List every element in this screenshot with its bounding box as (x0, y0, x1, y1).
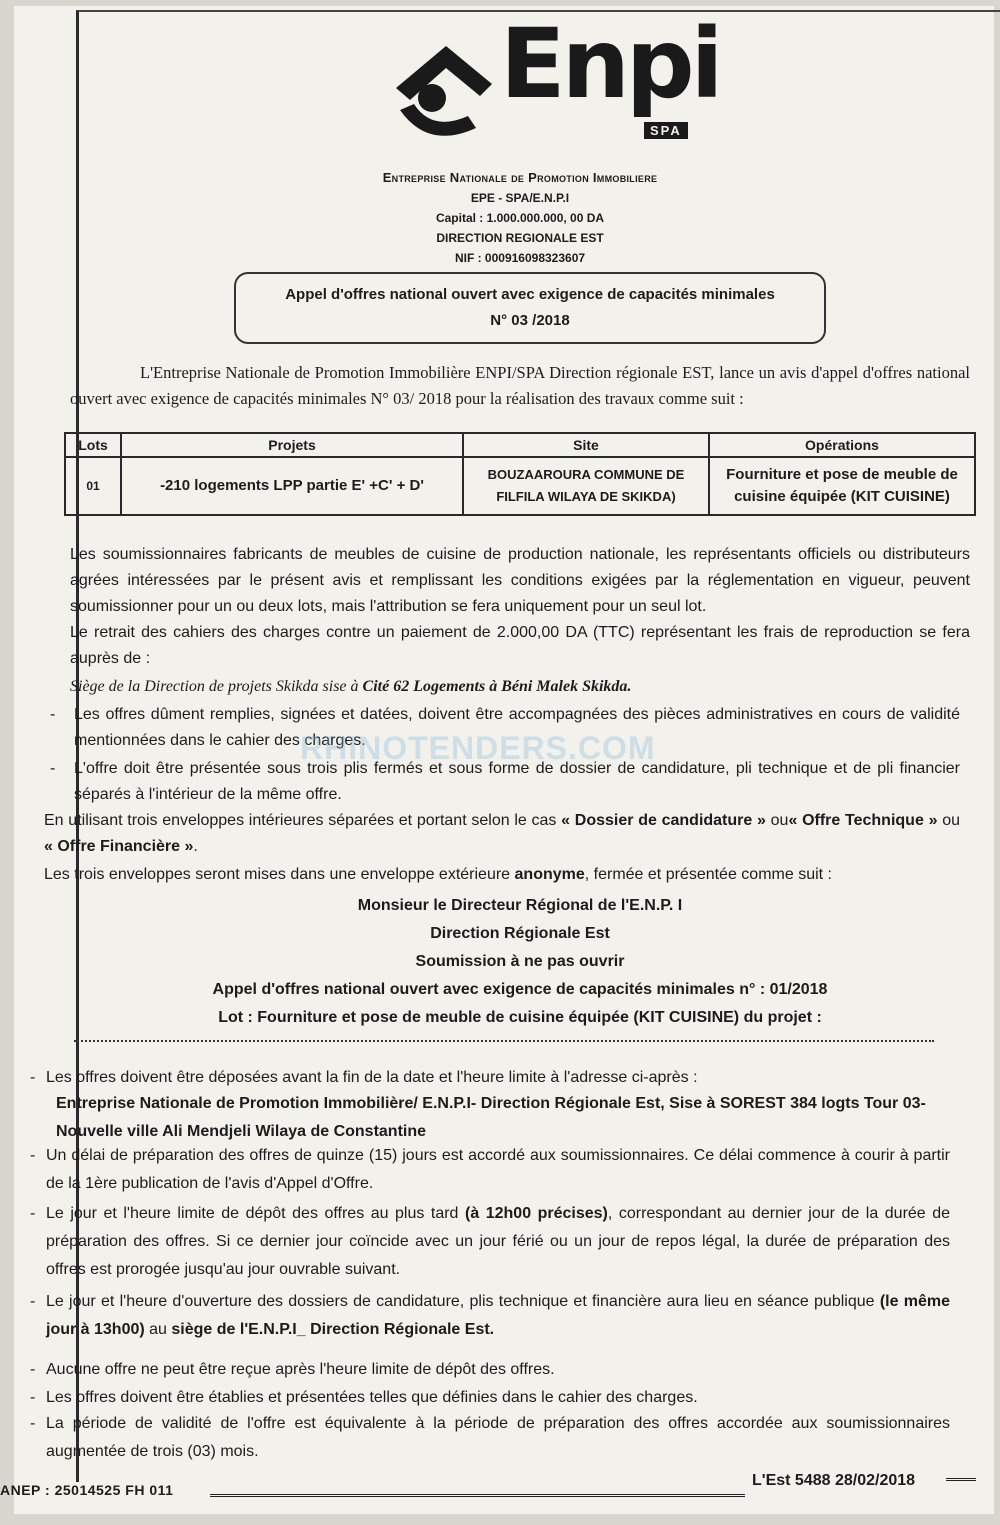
list-item-text: - Les offres doivent être déposées avant la fin de la date et l'heure limite à l'adresse ci-après : (46, 1069, 698, 1086)
list-item (30, 1384, 950, 1412)
footer-divider (946, 1478, 976, 1481)
list-item-text (30, 1200, 950, 1284)
house-emblem-icon (388, 32, 498, 152)
eligibility-paragraph: Les soumissionnaires fabricants de meubles de cuisine de production nationale, les représentants officiels ou distributeurs agrées intéressées par le présent avis et remplissant les conditions exigées par la réglementation en vigueur, peuvent soumissionner pour un ou deux lots, mais l'attribution se fera uniquement pour un seul lot. (70, 546, 970, 615)
deposit-address: Entreprise Nationale de Promotion Immobilière/ E.N.P.I- Direction Régionale Est, Sise à SOREST 384 logts Tour 03- Nouvelle ville Ali Mendjeli Wilaya de Constantine (56, 1095, 926, 1140)
outer-envelope-text: Les trois enveloppes seront mises dans une enveloppe extérieure (44, 866, 515, 883)
list-item-text (30, 1288, 950, 1344)
company-header (290, 168, 750, 268)
header-projets: Projets (121, 433, 463, 457)
withdrawal-paragraph: Le retrait des cahiers des charges contre un paiement de 2.000,00 DA (TTC) représentant les frais de reproduction se fera auprès de : (70, 624, 970, 667)
cell-projet: -210 logements LPP partie E' +C' + D' (121, 457, 463, 515)
tender-title: Appel d'offres national ouvert avec exigence de capacités minimales (285, 286, 775, 303)
tender-number: N° 03 /2018 (490, 312, 570, 329)
company-name: Entreprise Nationale de Promotion Immobiliere (382, 170, 658, 185)
envelopes-text: . (193, 838, 198, 855)
list-item-text: - La période de validité de l'offre est équivalente à la période de préparation des offres accordée aux soumissionnaires augmentée de trois (03) mois. (46, 1415, 950, 1460)
list-item-text: - Un délai de préparation des offres de quinze (15) jours est accordé aux soumissionnaires. Ce délai commence à courir à partir de la 1ère publication de l'avis d'Appel d'Offre. (46, 1147, 950, 1192)
tender-title-box (234, 272, 826, 344)
envelope-financiere: « Offre Financière » (44, 838, 194, 855)
withdrawal-location (70, 674, 970, 700)
cell-site: BOUZAAROURA COMMUNE DE FILFILA WILAYA DE SKIKDA) (463, 457, 709, 515)
envelopes-text: ou (765, 812, 789, 829)
anep-reference: ANEP : 25014525 FH 011 (0, 1482, 174, 1498)
outer-envelope-anonyme: anonyme (514, 866, 585, 883)
footer-divider (210, 1494, 745, 1497)
table-row (65, 457, 975, 515)
enpi-logo (388, 8, 720, 150)
cell-operation: Fourniture et pose de meuble de cuisine équipée (KIT CUISINE) (709, 457, 975, 515)
envelopes-text: ou (937, 812, 961, 829)
envelopes-paragraph (44, 808, 960, 860)
dotted-divider (74, 1040, 934, 1042)
lots-table (64, 432, 976, 516)
header-site: Site (463, 433, 709, 457)
outer-envelope-text: , fermée et présentée comme suit : (584, 866, 832, 883)
address-line: Monsieur le Directeur Régional de l'E.N.P. I (357, 897, 683, 914)
opening-place: siège de l'E.N.P.I_ Direction Régionale Est. (171, 1321, 495, 1338)
address-line: Direction Régionale Est (430, 925, 610, 942)
deadline-text: Le jour et l'heure limite de dépôt des offres au plus tard (46, 1205, 465, 1222)
company-capital: Capital : 1.000.000.000, 00 DA (435, 211, 605, 225)
watermark: RHINOTENDERS.COM (300, 730, 656, 766)
company-nif: NIF : 000916098323607 (454, 251, 586, 265)
deadline-time: (à 12h00 précises) (464, 1205, 608, 1222)
list-item-text: - Aucune offre ne peut être reçue après l'heure limite de dépôt des offres. (46, 1361, 555, 1378)
list-item (30, 1410, 950, 1466)
address-line: Lot : Fourniture et pose de meuble de cuisine équipée (KIT CUISINE) du projet : (218, 1009, 822, 1026)
address-line: Appel d'offres national ouvert avec exigence de capacités minimales n° : 01/2018 (212, 981, 828, 998)
envelopes-text: En utilisant trois enveloppes intérieures séparées et portant selon le cas (44, 812, 562, 829)
table-header-row (65, 433, 975, 457)
company-direction: DIRECTION REGIONALE EST (436, 231, 604, 245)
outer-envelope-paragraph (44, 862, 960, 888)
deadline-text: , correspondant au dernier jour de la durée de préparation des offres. Si ce dernier jour coïncide avec un jour férié ou un jour de repos légal, la durée de préparation des offres est prorogée jusqu'au jour ouvrable suivant. (46, 1205, 951, 1278)
logo-wordmark: Enpi (500, 8, 720, 120)
opening-text: Le jour et l'heure d'ouverture des dossiers de candidature, plis technique et financière aura lieu en séance publique (46, 1293, 880, 1310)
opening-time: (le même jour à 13h00) (46, 1293, 950, 1338)
opening-text: au (144, 1321, 172, 1338)
list-item (30, 1200, 950, 1284)
logo-spa-badge: SPA (644, 122, 688, 139)
location-prefix: Siège de la Direction de projets Skikda sise à (70, 678, 363, 695)
list-item (30, 1142, 950, 1198)
list-item-text: - L'offre doit être présentée sous trois plis fermés et sous forme de dossier de candidature, pli technique et de pli financier séparés à l'intérieur de la même offre. (74, 760, 960, 803)
list-item (30, 1288, 950, 1344)
intro-paragraph: L'Entreprise Nationale de Promotion Immobilière ENPI/SPA Direction régionale EST, lance un avis d'appel d'offres national ouvert avec exigence de capacités minimales N° 03/ 2018 pour la réalisation des travaux comme suit : (70, 363, 970, 408)
location-address: Cité 62 Logements à Béni Malek Skikda. (362, 678, 632, 695)
list-item-text: - Les offres doivent être établies et présentées telles que définies dans le cahier des charges. (46, 1389, 698, 1406)
header-operations: Opérations (709, 433, 975, 457)
header-lots: Lots (65, 433, 121, 457)
list-item (30, 1356, 950, 1384)
envelope-candidature: « Dossier de candidature » (561, 812, 766, 829)
list-item (30, 1064, 950, 1092)
company-legal-form: EPE - SPA/E.N.P.I (470, 191, 570, 205)
envelope-technique: « Offre Technique » (788, 812, 938, 829)
list-item-text: - Les offres dûment remplies, signées et datées, doivent être accompagnées des pièces administratives en cours de validité mentionnées dans le cahier des charges. (74, 706, 960, 749)
publication-issue: L'Est 5488 28/02/2018 (752, 1472, 916, 1489)
address-line: Soumission à ne pas ouvrir (415, 953, 625, 970)
cell-lot: 01 (65, 457, 121, 515)
